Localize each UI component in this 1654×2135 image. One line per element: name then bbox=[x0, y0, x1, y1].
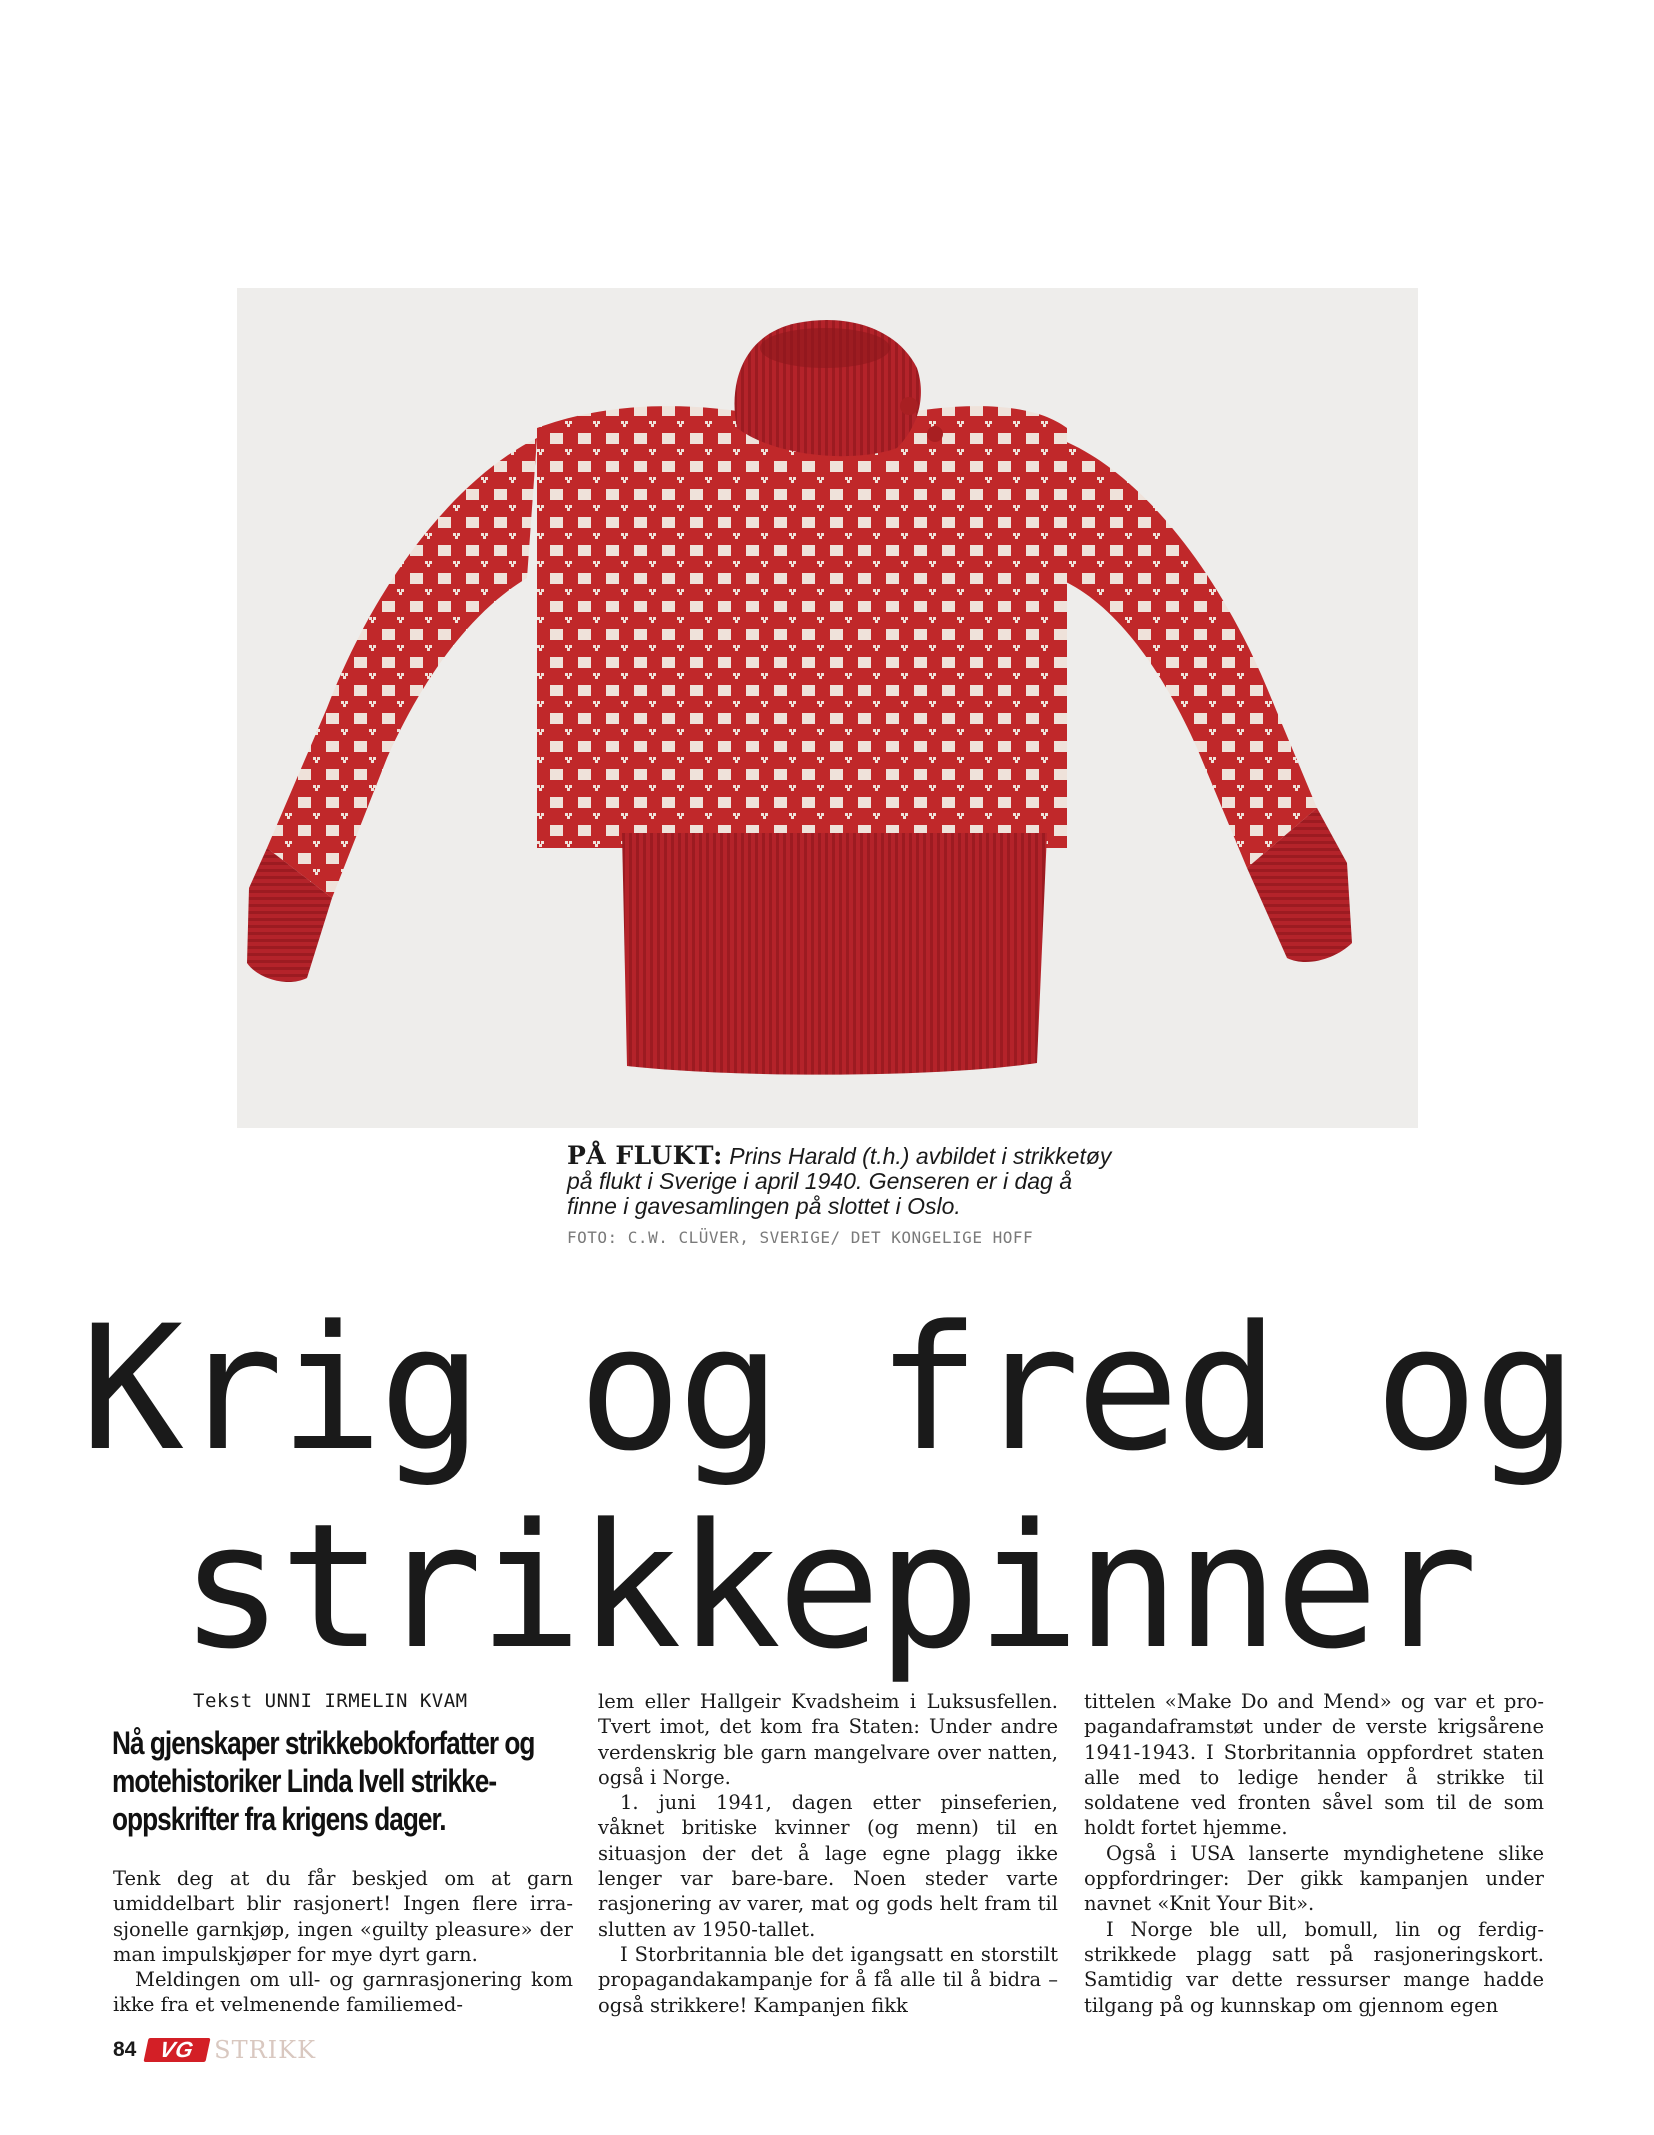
article-headline bbox=[0, 1290, 1654, 1686]
byline: Tekst UNNI IRMELIN KVAM bbox=[193, 1690, 468, 1712]
headline-line-1: Krig og fred og bbox=[80, 1288, 1574, 1489]
page-number: 84 bbox=[113, 2038, 137, 2061]
body-column-2 bbox=[598, 1689, 1058, 2018]
paragraph: lem eller Hallgeir Kvadsheim i Luksusfellen. Tvert imot, det kom fra Staten: Under andre verdenskrig ble garn mangelvare over natten, også i Norge. bbox=[598, 1690, 1058, 1789]
body-column-3 bbox=[1084, 1689, 1544, 2018]
paragraph: Også i USA lanserte myndighetene slike oppfordringer: Der gikk kampanjen under navnet «Knit Your Bit». bbox=[1084, 1841, 1544, 1916]
photo-credit: FOTO: C.W. CLÜVER, SVERIGE/ DET KONGELIGE HOFF bbox=[567, 1228, 1034, 1247]
paragraph: Tenk deg at du får beskjed om at garn umiddelbart blir rasjonert! Ingen flere irrasjonelle garnkjøp, ingen «guilty pleasure» der man impulskjøper for mye dyrt garn. bbox=[113, 1867, 573, 1966]
sweater-illustration bbox=[237, 288, 1418, 1128]
vg-logo: VG bbox=[144, 2038, 211, 2062]
paragraph: I Norge ble ull, bomull, lin og ferdigstrikkede plagg satt på rasjoneringskort. Samtidig var dette ressurser mange hadde tilgang på og kunnskap om gjennom egen bbox=[1084, 1917, 1544, 2017]
paragraph: 1. juni 1941, dagen etter pinseferien, våknet britiske kvinner (og menn) til en situasjon der det å lage egne plagg ikke lenger var bare-bare. Noen steder varte rasjonering av varer, mat og gods helt fram til slutten av 1950-tallet. bbox=[598, 1791, 1058, 1941]
page-footer bbox=[113, 2035, 316, 2065]
caption-lead: PÅ FLUKT: bbox=[567, 1141, 723, 1170]
headline-line-2: strikkepinner bbox=[179, 1486, 1475, 1687]
section-name: STRIKK bbox=[214, 2036, 317, 2064]
body-column-1 bbox=[113, 1866, 573, 2018]
caption-text: Prins Harald (t.h.) avbildet i strikketøy på flukt i Sverige i april 1940. Genseren er i dag å finne i gavesamlingen på slottet i Oslo. bbox=[567, 1143, 1112, 1219]
paragraph: tittelen «Make Do and Mend» og var et propagandaframstøt under de verste krigsårene 1941-1943. I Storbritannia oppfordret staten alle med to ledige hender å strikke til soldatene ved fronten såvel som til de som holdt fortet hjemme. bbox=[1084, 1690, 1544, 1840]
article-ingress: Nå gjenskaper strikkebokforfatter og motehistoriker Linda Ivell strikke-oppskrifter fra krigens dager. bbox=[112, 1725, 535, 1837]
photo-caption bbox=[567, 1143, 1127, 1219]
paragraph: Meldingen om ull- og garnrasjonering kom ikke fra et velmenende familiemed- bbox=[113, 1968, 573, 2017]
sweater-photo bbox=[237, 288, 1418, 1128]
paragraph: I Storbritannia ble det igangsatt en storstilt propagandakampanje for å få alle til å bidra – også strikkere! Kampanjen fikk bbox=[598, 1942, 1058, 2017]
